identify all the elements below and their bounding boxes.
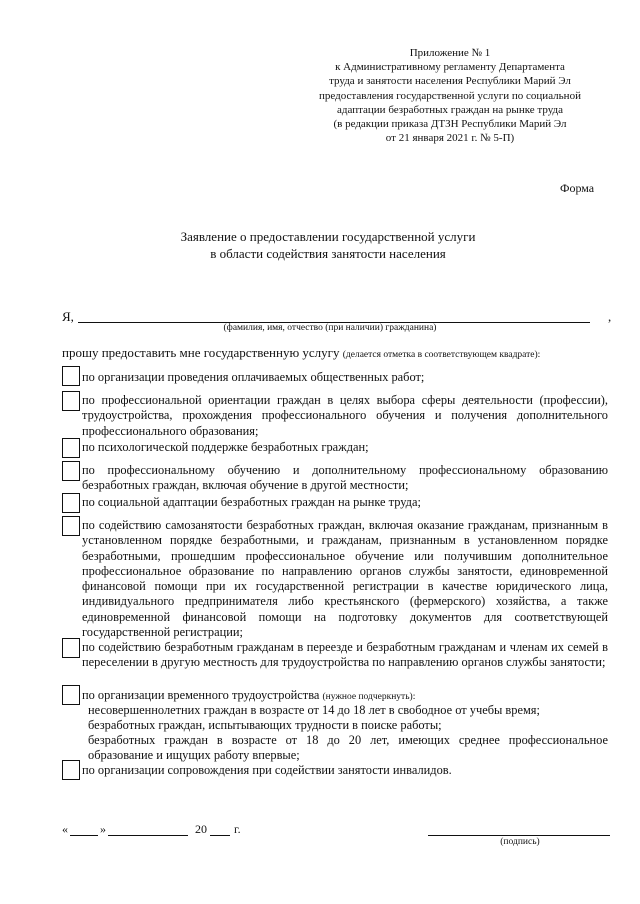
applicant-name-caption: (фамилия, имя, отчество (при наличии) гражданина) bbox=[223, 323, 437, 333]
date-year-suffix: г. bbox=[234, 822, 241, 836]
temp-employment-option[interactable]: безработных граждан в возрасте от 18 до 20 лет, имеющих среднее профессиональное образование и ищущих работу впервые; bbox=[88, 733, 608, 763]
title-line-2: в области содействия занятости населения bbox=[210, 245, 446, 261]
document-title bbox=[100, 229, 556, 262]
service-item-text: по организации временного трудоустройства bbox=[82, 688, 320, 702]
temp-employment-option[interactable]: несовершеннолетних граждан в возрасте от 14 до 18 лет в свободное от учебы время; bbox=[88, 703, 540, 717]
date-day-field[interactable] bbox=[70, 835, 98, 836]
applicant-prefix: Я, bbox=[62, 309, 74, 324]
appendix-line: предоставления государственной услуги по социальной bbox=[319, 89, 581, 102]
temp-employment-option[interactable]: безработных граждан, испытывающих трудности в поиске работы; bbox=[88, 718, 442, 732]
service-item: по содействию безработным гражданам в переезде и безработным гражданам и членам их семей в переселении в другую местность для трудоустройства по направлению органов службы занятости; bbox=[82, 640, 608, 670]
date-year-field[interactable] bbox=[210, 835, 230, 836]
service-checkbox[interactable] bbox=[62, 760, 80, 780]
service-item: по социальной адаптации безработных граждан на рынке труда; bbox=[82, 495, 421, 509]
request-text: прошу предоставить мне государственную услугу bbox=[62, 345, 340, 360]
date-quote-close: » bbox=[100, 822, 106, 836]
date-year-prefix: 20 bbox=[195, 822, 207, 836]
title-line-1: Заявление о предоставлении государственной услуги bbox=[180, 229, 476, 244]
signature-caption: (подпись) bbox=[500, 837, 540, 847]
service-checkbox[interactable] bbox=[62, 366, 80, 386]
signature-field[interactable] bbox=[428, 835, 610, 836]
request-line bbox=[62, 345, 540, 361]
appendix-line: труда и занятости населения Республики Марий Эл bbox=[329, 75, 571, 88]
form-label: Форма bbox=[560, 181, 595, 195]
service-checkbox[interactable] bbox=[62, 461, 80, 481]
appendix-line: адаптации безработных граждан на рынке труда bbox=[336, 103, 563, 116]
service-item: по психологической поддержке безработных граждан; bbox=[82, 440, 369, 454]
request-note: (делается отметка в соответствующем квадрате): bbox=[342, 350, 541, 360]
service-checkbox[interactable] bbox=[62, 493, 80, 513]
date-month-field[interactable] bbox=[108, 835, 188, 836]
appendix-line: от 21 января 2021 г. № 5-П) bbox=[385, 132, 515, 145]
service-item: по профессиональному обучению и дополнительному профессиональному образованию безработных граждан, включая обучение в другой местности; bbox=[82, 463, 608, 493]
service-item-note: (нужное подчеркнуть): bbox=[322, 692, 416, 702]
service-item: по организации проведения оплачиваемых общественных работ; bbox=[82, 370, 425, 384]
service-checkbox[interactable] bbox=[62, 391, 80, 411]
service-item: по содействию самозанятости безработных граждан, включая оказание гражданам, признанным в установленном порядке безработными, и гражданам, признанным в установленном порядке безработными, прошедшим профессиональное обучение или получившим дополнительное профессиональное образование по направлению органов службы занятости, единовременной финансовой помощи при их государственной регистрации в качестве юридического лица, индивидуального предпринимателя либо крестьянского (фермерского) хозяйства, а также единовременной финансовой помощи на подготовку документов для соответствующей государственной регистрации; bbox=[82, 518, 608, 640]
service-checkbox[interactable] bbox=[62, 438, 80, 458]
service-checkbox[interactable] bbox=[62, 516, 80, 536]
appendix-line: (в редакции приказа ДТЗН Республики Марий Эл bbox=[333, 118, 567, 131]
date-quote-open: « bbox=[62, 822, 68, 836]
applicant-suffix: , bbox=[608, 309, 612, 324]
appendix-line: к Административному регламенту Департамента bbox=[335, 61, 565, 74]
service-checkbox[interactable] bbox=[62, 685, 80, 705]
appendix-header bbox=[300, 46, 600, 145]
service-checkbox[interactable] bbox=[62, 638, 80, 658]
service-item: по организации сопровождения при содействии занятости инвалидов. bbox=[82, 763, 452, 777]
service-item: по профессиональной ориентации граждан в целях выбора сферы деятельности (профессии), трудоустройства, прохождения профессионального обучения и получения дополнительного профессионального образования; bbox=[82, 393, 608, 438]
appendix-line: Приложение № 1 bbox=[409, 47, 491, 59]
